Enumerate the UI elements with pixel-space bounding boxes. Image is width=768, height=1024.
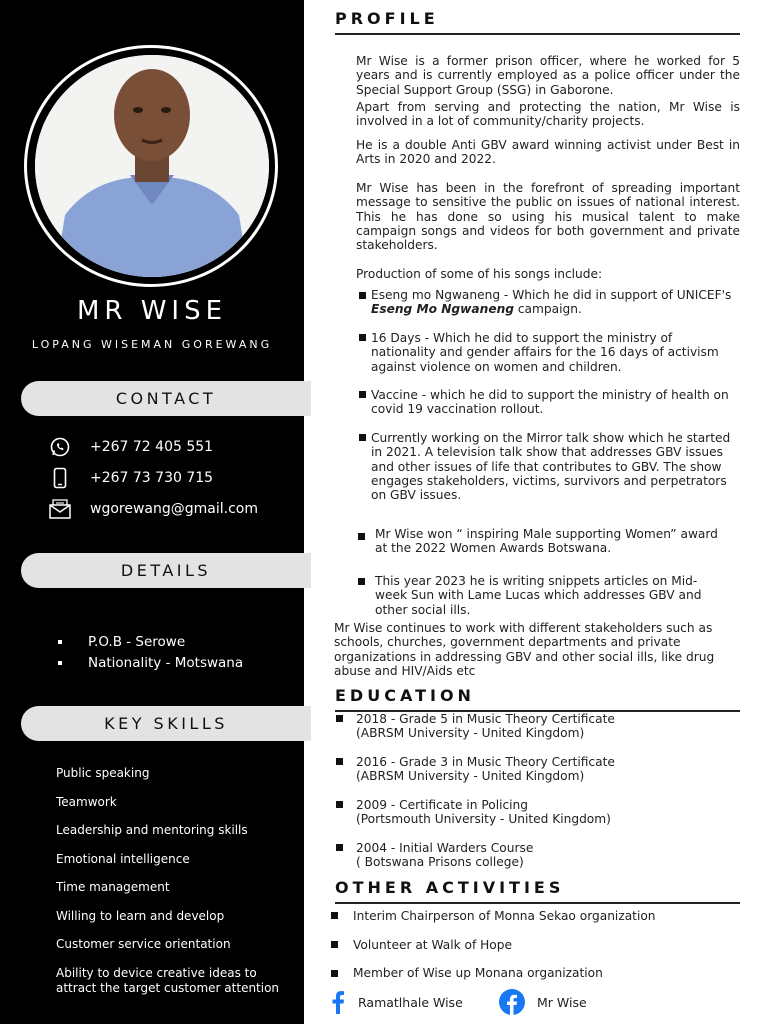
contact-heading: CONTACT bbox=[21, 381, 311, 416]
bullet bbox=[359, 334, 366, 341]
skill-item: Ability to device creative ideas to attract the target customer attention bbox=[56, 966, 280, 995]
phone-number-2: +267 73 730 715 bbox=[90, 470, 214, 486]
education-item: 2016 - Grade 3 in Music Theory Certificate (ABRSM University - United Kingdom) bbox=[356, 755, 615, 784]
whatsapp-icon bbox=[48, 435, 72, 459]
social-name: Mr Wise bbox=[537, 994, 587, 1010]
profile-divider bbox=[335, 33, 740, 35]
song-item: 16 Days - Which he did to support the ministry of nationality and gender affairs for the 16 days of activism against violence on women and children. bbox=[371, 331, 719, 374]
profile-paragraph: Mr Wise has been in the forefront of spreading important message to sensitive the public on issues of national interest. This he has done so using his musical talent to make campaign songs and videos for both government and private stakeholders. bbox=[356, 181, 740, 253]
social-link-mrwise[interactable] bbox=[499, 989, 587, 1015]
bullet bbox=[336, 758, 343, 765]
skill-item: Willing to learn and develop bbox=[56, 909, 225, 923]
song-item: Vaccine - which he did to support the ministry of health on covid 19 vaccination rollout. bbox=[371, 388, 729, 417]
skill-item: Public speaking bbox=[56, 766, 150, 780]
bullet bbox=[359, 434, 366, 441]
activity-item: Volunteer at Walk of Hope bbox=[353, 938, 512, 952]
skill-item: Time management bbox=[56, 880, 170, 894]
skill-item: Emotional intelligence bbox=[56, 852, 190, 866]
education-heading: EDUCATION bbox=[335, 686, 475, 705]
articles-item: This year 2023 he is writing snippets articles on Mid-week Sun with Lame Lucas which addresses GBV and other social ills. bbox=[375, 574, 702, 617]
email-icon bbox=[48, 497, 72, 521]
detail-item: P.O.B - Serowe bbox=[58, 634, 185, 650]
email-address: wgorewang@gmail.com bbox=[90, 501, 258, 517]
bullet bbox=[331, 912, 338, 919]
activity-item: Interim Chairperson of Monna Sekao organization bbox=[353, 909, 656, 923]
person-full-name: LOPANG WISEMAN GOREWANG bbox=[31, 338, 273, 351]
social-name: Ramatlhale Wise bbox=[358, 994, 463, 1010]
facebook-icon bbox=[499, 989, 525, 1015]
bullet bbox=[358, 533, 365, 540]
education-item: 2018 - Grade 5 in Music Theory Certificate (ABRSM University - United Kingdom) bbox=[356, 712, 615, 741]
bullet bbox=[359, 292, 366, 299]
social-link-ramatlhale[interactable] bbox=[330, 990, 463, 1014]
profile-paragraph: He is a double Anti GBV award winning activist under Best in Arts in 2020 and 2022. bbox=[356, 138, 740, 167]
contact-whatsapp[interactable] bbox=[48, 435, 213, 459]
profile-paragraph: Apart from serving and protecting the nation, Mr Wise is involved in a lot of community/charity projects. bbox=[356, 100, 740, 129]
detail-item: Nationality - Motswana bbox=[58, 655, 243, 671]
bullet bbox=[336, 715, 343, 722]
skills-heading: KEY SKILLS bbox=[21, 706, 311, 741]
bullet bbox=[336, 801, 343, 808]
phone-number-1: +267 72 405 551 bbox=[90, 439, 214, 455]
bullet bbox=[331, 970, 338, 977]
contact-email[interactable] bbox=[48, 497, 258, 521]
closing-paragraph: Mr Wise continues to work with different stakeholders such as schools, churches, government departments and private organizations in addressing GBV and other social ills, like drug abuse and HIV/Aids etc bbox=[334, 621, 715, 678]
education-item: 2009 - Certificate in Policing (Portsmouth University - United Kingdom) bbox=[356, 798, 611, 827]
song-item: Currently working on the Mirror talk show which he started in 2021. A television talk show that addresses GBV issues and other issues of life that contributes to GBV. The show engages stakeholders, victims, survivors and perpetrators on GBV issues. bbox=[371, 431, 731, 503]
skill-item: Teamwork bbox=[56, 795, 117, 809]
song-item: Eseng mo Ngwaneng - Which he did in support of UNICEF's Eseng Mo Ngwaneng campaign. bbox=[371, 288, 732, 317]
activity-item: Member of Wise up Monana organization bbox=[353, 966, 603, 980]
activities-divider bbox=[335, 902, 740, 904]
mobile-phone-icon bbox=[48, 466, 72, 490]
skill-item: Customer service orientation bbox=[56, 937, 231, 951]
bullet bbox=[358, 578, 365, 585]
profile-paragraph: Mr Wise is a former prison officer, where he worked for 5 years and is currently employed as a police officer under the Special Support Group (SSG) in Gaborone. bbox=[356, 54, 740, 97]
facebook-icon bbox=[330, 990, 346, 1014]
person-name: MR WISE bbox=[76, 296, 228, 326]
bullet bbox=[336, 844, 343, 851]
details-heading: DETAILS bbox=[21, 553, 311, 588]
bullet bbox=[331, 941, 338, 948]
profile-heading: PROFILE bbox=[335, 9, 439, 28]
skill-item: Leadership and mentoring skills bbox=[56, 823, 248, 837]
activities-heading: OTHER ACTIVITIES bbox=[335, 878, 565, 897]
campaign-name: Eseng Mo Ngwaneng bbox=[371, 302, 514, 317]
contact-mobile[interactable] bbox=[48, 466, 213, 490]
bullet bbox=[359, 391, 366, 398]
award-item: Mr Wise won “ inspiring Male supporting Women” award at the 2022 Women Awards Botswana. bbox=[375, 527, 718, 556]
profile-photo bbox=[35, 55, 269, 277]
education-item: 2004 - Initial Warders Course ( Botswana Prisons college) bbox=[356, 841, 534, 870]
songs-intro: Production of some of his songs include: bbox=[356, 267, 603, 281]
